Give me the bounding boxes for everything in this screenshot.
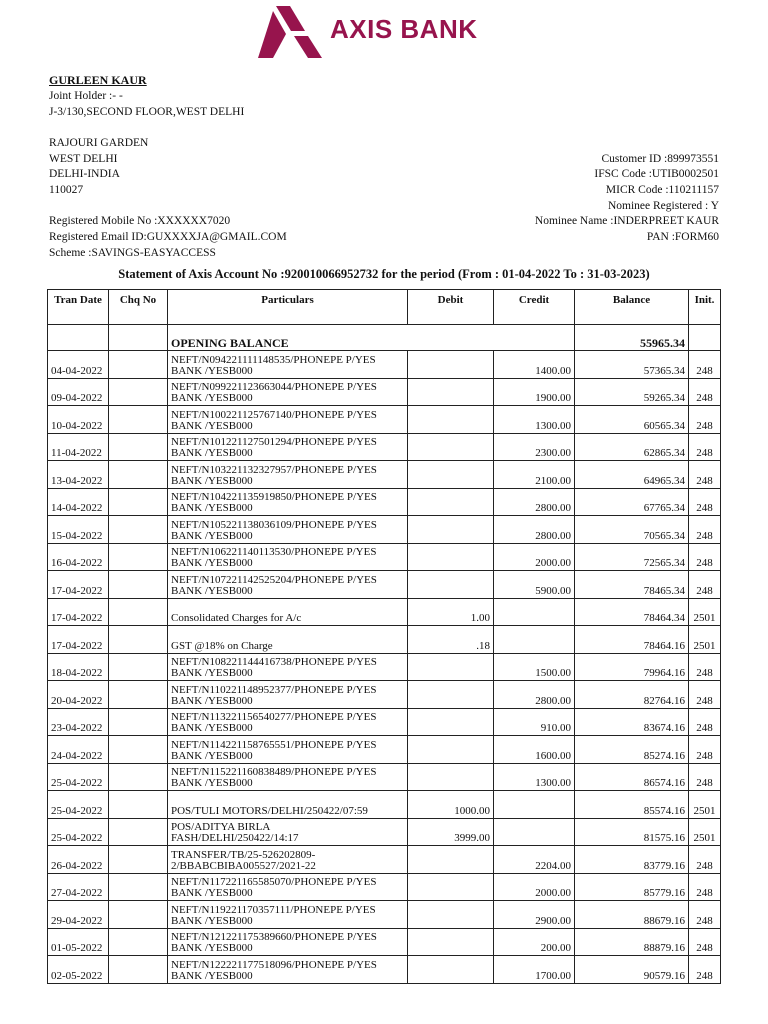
bank-name: AXIS BANK	[330, 14, 478, 44]
cell-init-br: 2501	[689, 818, 721, 846]
cell-debit	[408, 406, 494, 434]
table-row	[48, 846, 721, 874]
cell-balance: 67765.34	[575, 488, 689, 516]
particulars-line-2: BANK /YESB000	[171, 474, 253, 487]
cell-balance: 86574.16	[575, 763, 689, 791]
cell-particulars	[168, 461, 408, 489]
cell-debit	[408, 653, 494, 681]
header-credit: Credit	[494, 290, 575, 325]
cell-particulars	[168, 378, 408, 406]
address-line-1: J-3/130,SECOND FLOOR,WEST DELHI	[49, 106, 245, 118]
cell-balance: 60565.34	[575, 406, 689, 434]
particulars-line-1: POS/ADITYA BIRLA	[171, 821, 271, 833]
particulars-line-2: BANK /YESB000	[171, 584, 253, 597]
particulars-line-1: NEFT/N104221135919850/PHONEPE P/YES	[171, 491, 377, 503]
particulars-line-2: BANK /YESB000	[171, 694, 253, 707]
cell-debit: 3999.00	[408, 818, 494, 846]
header-init: Init.	[694, 294, 715, 306]
cell-chq-no	[109, 653, 168, 681]
cell-init-br: 248	[689, 681, 721, 709]
cell-init-br: 248	[689, 928, 721, 956]
cell-tran-date: 25-04-2022	[48, 791, 109, 819]
cell-credit	[494, 818, 575, 846]
cell-debit	[408, 928, 494, 956]
particulars-line-2: BANK /YESB000	[171, 557, 253, 569]
cell-debit	[408, 873, 494, 901]
cell-particulars	[168, 406, 408, 434]
cell-init-br: 248	[689, 543, 721, 571]
cell-debit	[408, 488, 494, 516]
cell-chq-no	[109, 461, 168, 489]
particulars-line-2: BANK /YESB000	[171, 667, 253, 679]
cell-chq-no	[109, 901, 168, 929]
particulars-line-1: NEFT/N113221156540277/PHONEPE P/YES	[171, 711, 377, 723]
cell-balance: 62865.34	[575, 433, 689, 461]
cell-chq-no	[109, 708, 168, 736]
cell-credit: 2000.00	[494, 543, 575, 571]
cell-debit	[408, 543, 494, 571]
account-scheme: Scheme :SAVINGS-EASYACCESS	[49, 247, 216, 259]
table-row	[48, 901, 721, 929]
cell-particulars	[168, 901, 408, 929]
cell-chq-no	[109, 791, 168, 819]
statement-title: Statement of Axis Account No :920010066952732 for the period (From : 01-04-2022 To : 31-03-2023)	[118, 267, 650, 281]
particulars-line-1: NEFT/N121221175389660/PHONEPE P/YES	[171, 931, 377, 943]
cell-balance: 57365.34	[575, 351, 689, 379]
cell-tran-date: 02-05-2022	[48, 956, 109, 984]
particulars-line-2: FASH/DELHI/250422/14:17	[171, 832, 299, 844]
cell-particulars	[168, 653, 408, 681]
header-balance: Balance	[575, 290, 689, 325]
cell-particulars	[168, 681, 408, 709]
particulars-line-2: BANK /YESB000	[171, 364, 253, 377]
header-init-br	[689, 290, 721, 325]
cell-init-br: 248	[689, 516, 721, 544]
cell-chq-no	[109, 818, 168, 846]
cell-particulars	[168, 928, 408, 956]
cell-particulars	[168, 873, 408, 901]
cell-particulars	[168, 516, 408, 544]
particulars-line-2: BANK /YESB000	[171, 749, 253, 762]
nominee-name: Nominee Name :INDERPREET KAUR	[534, 215, 719, 227]
particulars-line-1: NEFT/N106221140113530/PHONEPE P/YES	[171, 546, 377, 558]
cell-init-br: 2501	[689, 598, 721, 626]
cell-tran-date: 17-04-2022	[48, 571, 109, 599]
joint-holder: Joint Holder :- -	[49, 90, 123, 102]
cell-chq-no	[109, 846, 168, 874]
header-particulars: Particulars	[168, 290, 408, 325]
cell-particulars	[168, 763, 408, 791]
particulars-line-1: NEFT/N094221111148535/PHONEPE P/YES	[171, 353, 376, 366]
cell-particulars	[168, 351, 408, 379]
cell-init-br: 248	[689, 433, 721, 461]
cell-particulars	[168, 708, 408, 736]
cell-credit	[494, 626, 575, 654]
table-row	[48, 598, 721, 626]
cell-credit: 1300.00	[494, 763, 575, 791]
cell-chq-no	[109, 598, 168, 626]
cell-particulars	[168, 626, 408, 654]
cell-credit: 2000.00	[494, 873, 575, 901]
cell-init-br: 248	[689, 571, 721, 599]
table-header-row	[48, 290, 721, 325]
cell-init-br: 248	[689, 763, 721, 791]
cell-particulars	[168, 736, 408, 764]
cell-debit	[408, 351, 494, 379]
cell-credit: 2800.00	[494, 681, 575, 709]
cell-credit: 200.00	[494, 928, 575, 956]
cell-chq-no	[109, 378, 168, 406]
opening-balance-value: 55965.34	[575, 325, 689, 351]
cell-debit	[408, 516, 494, 544]
cell-balance: 81575.16	[575, 818, 689, 846]
cell-init-br: 2501	[689, 626, 721, 654]
cell-credit: 2300.00	[494, 433, 575, 461]
particulars-line-2: 2/BBABCBIBA005527/2021-22	[171, 859, 316, 872]
table-row	[48, 516, 721, 544]
cell-debit: .18	[408, 626, 494, 654]
particulars-line-1: NEFT/N103221132327957/PHONEPE P/YES	[171, 463, 377, 476]
table-row	[48, 873, 721, 901]
cell-particulars	[168, 598, 408, 626]
particulars-line-1: Consolidated Charges for A/c	[171, 612, 302, 624]
table-row	[48, 433, 721, 461]
cell-debit	[408, 708, 494, 736]
cell-tran-date: 13-04-2022	[48, 461, 109, 489]
cell-tran-date: 01-05-2022	[48, 928, 109, 956]
cell-init-br: 248	[689, 846, 721, 874]
cell-chq-no	[109, 736, 168, 764]
cell-credit: 1400.00	[494, 351, 575, 379]
axis-bank-logo	[258, 4, 498, 58]
particulars-line-2: BANK /YESB000	[171, 529, 253, 542]
particulars-line-1: NEFT/N117221165585070/PHONEPE P/YES	[171, 876, 377, 888]
micr-code: MICR Code :110211157	[605, 184, 719, 196]
cell-particulars	[168, 956, 408, 984]
cell-credit: 5900.00	[494, 571, 575, 599]
cell-credit: 2204.00	[494, 846, 575, 874]
table-row	[48, 461, 721, 489]
axis-bank-logo-mark-icon	[258, 6, 322, 58]
cell-chq-no	[109, 516, 168, 544]
cell-balance: 78464.16	[575, 626, 689, 654]
address-line-4: DELHI-INDIA	[49, 168, 120, 180]
cell-tran-date: 04-04-2022	[48, 351, 109, 379]
table-row	[48, 708, 721, 736]
particulars-line-1: NEFT/N114221158765551/PHONEPE P/YES	[171, 738, 377, 751]
cell-balance: 72565.34	[575, 543, 689, 571]
cell-credit	[494, 598, 575, 626]
cell-chq-no	[109, 543, 168, 571]
cell-chq-no	[109, 571, 168, 599]
opening-balance-row	[48, 325, 721, 351]
cell-chq-no	[109, 956, 168, 984]
customer-id: Customer ID :899973551	[601, 153, 719, 165]
cell-balance: 64965.34	[575, 461, 689, 489]
cell-init-br: 248	[689, 708, 721, 736]
address-line-3: WEST DELHI	[49, 153, 118, 165]
table-row	[48, 543, 721, 571]
cell-debit: 1.00	[408, 598, 494, 626]
cell-debit	[408, 433, 494, 461]
particulars-line-1: NEFT/N099221123663044/PHONEPE P/YES	[171, 381, 377, 393]
cell-debit	[408, 461, 494, 489]
cell-tran-date: 23-04-2022	[48, 708, 109, 736]
table-row	[48, 406, 721, 434]
cell-credit: 2100.00	[494, 461, 575, 489]
cell-init-br: 248	[689, 956, 721, 984]
table-row	[48, 626, 721, 654]
particulars-line-1: NEFT/N105221138036109/PHONEPE P/YES	[171, 518, 377, 531]
cell-tran-date: 17-04-2022	[48, 598, 109, 626]
cell-particulars	[168, 433, 408, 461]
particulars-line-2: BANK /YESB000	[171, 447, 253, 459]
cell-particulars	[168, 543, 408, 571]
cell-credit: 1300.00	[494, 406, 575, 434]
cell-balance: 88679.16	[575, 901, 689, 929]
particulars-line-2: BANK /YESB000	[171, 887, 253, 899]
particulars-line-2: BANK /YESB000	[171, 914, 253, 927]
table-row	[48, 736, 721, 764]
cell-chq-no	[109, 406, 168, 434]
cell-credit: 2900.00	[494, 901, 575, 929]
cell-credit: 1900.00	[494, 378, 575, 406]
cell-init-br: 2501	[689, 791, 721, 819]
cell-init-br: 248	[689, 736, 721, 764]
registered-email: Registered Email ID:GUXXXXJA@GMAIL.COM	[49, 231, 287, 243]
particulars-line-2: BANK /YESB000	[171, 392, 253, 404]
cell-tran-date: 15-04-2022	[48, 516, 109, 544]
cell-chq-no	[109, 873, 168, 901]
cell-tran-date: 29-04-2022	[48, 901, 109, 929]
cell-balance: 70565.34	[575, 516, 689, 544]
cell-chq-no	[109, 763, 168, 791]
cell-tran-date: 26-04-2022	[48, 846, 109, 874]
cell-balance: 85274.16	[575, 736, 689, 764]
header-debit: Debit	[408, 290, 494, 325]
cell-particulars	[168, 818, 408, 846]
cell-debit	[408, 763, 494, 791]
cell-init-br: 248	[689, 873, 721, 901]
cell-credit: 1700.00	[494, 956, 575, 984]
ifsc-code: IFSC Code :UTIB0002501	[594, 168, 719, 180]
cell-tran-date: 14-04-2022	[48, 488, 109, 516]
cell-balance: 79964.16	[575, 653, 689, 681]
table-row	[48, 681, 721, 709]
particulars-line-2: BANK /YESB000	[171, 777, 253, 789]
cell-balance: 82764.16	[575, 681, 689, 709]
table-row	[48, 791, 721, 819]
table-row	[48, 571, 721, 599]
cell-tran-date: 18-04-2022	[48, 653, 109, 681]
cell-particulars	[168, 488, 408, 516]
table-row	[48, 763, 721, 791]
particulars-line-1: NEFT/N115221160838489/PHONEPE P/YES	[171, 766, 377, 778]
particulars-line-2: BANK /YESB000	[171, 969, 253, 982]
table-row	[48, 653, 721, 681]
table-row	[48, 378, 721, 406]
cell-debit	[408, 736, 494, 764]
cell-debit: 1000.00	[408, 791, 494, 819]
cell-debit	[408, 846, 494, 874]
cell-tran-date: 10-04-2022	[48, 406, 109, 434]
registered-mobile: Registered Mobile No :XXXXXX7020	[49, 215, 231, 227]
opening-balance-label: OPENING BALANCE	[168, 325, 575, 351]
cell-balance: 83674.16	[575, 708, 689, 736]
cell-chq-no	[109, 928, 168, 956]
particulars-line-2: BANK /YESB000	[171, 722, 253, 734]
cell-tran-date: 24-04-2022	[48, 736, 109, 764]
cell-tran-date: 25-04-2022	[48, 763, 109, 791]
cell-init-br: 248	[689, 351, 721, 379]
customer-name: GURLEEN KAUR	[49, 73, 147, 87]
cell-chq-no	[109, 626, 168, 654]
cell-tran-date: 17-04-2022	[48, 626, 109, 654]
cell-balance: 59265.34	[575, 378, 689, 406]
header-tran-date: Tran Date	[48, 290, 109, 325]
cell-balance: 85574.16	[575, 791, 689, 819]
table-row	[48, 956, 721, 984]
cell-debit	[408, 956, 494, 984]
cell-credit: 1500.00	[494, 653, 575, 681]
cell-credit: 910.00	[494, 708, 575, 736]
cell-balance: 88879.16	[575, 928, 689, 956]
cell-credit	[494, 791, 575, 819]
cell-debit	[408, 378, 494, 406]
particulars-line-1: POS/TULI MOTORS/DELHI/250422/07:59	[171, 804, 368, 817]
particulars-line-1: NEFT/N108221144416738/PHONEPE P/YES	[171, 656, 377, 668]
cell-tran-date: 16-04-2022	[48, 543, 109, 571]
cell-init-br: 248	[689, 901, 721, 929]
particulars-line-2: BANK /YESB000	[171, 419, 253, 432]
cell-tran-date: 09-04-2022	[48, 378, 109, 406]
cell-init-br: 248	[689, 461, 721, 489]
cell-chq-no	[109, 681, 168, 709]
particulars-line-1: GST @18% on Charge	[171, 639, 273, 652]
cell-balance: 85779.16	[575, 873, 689, 901]
header-chq-no: Chq No	[109, 290, 168, 325]
particulars-line-1: NEFT/N110221148952377/PHONEPE P/YES	[171, 683, 377, 696]
cell-balance: 83779.16	[575, 846, 689, 874]
particulars-line-1: NEFT/N100221125767140/PHONEPE P/YES	[171, 408, 377, 421]
cell-balance: 78465.34	[575, 571, 689, 599]
particulars-line-1: NEFT/N122221177518096/PHONEPE P/YES	[171, 958, 377, 971]
table-row	[48, 351, 721, 379]
cell-debit	[408, 681, 494, 709]
cell-credit: 1600.00	[494, 736, 575, 764]
cell-tran-date: 11-04-2022	[48, 433, 109, 461]
particulars-line-2: BANK /YESB000	[171, 502, 253, 514]
pan: PAN :FORM60	[646, 231, 719, 243]
cell-particulars	[168, 846, 408, 874]
table-row	[48, 928, 721, 956]
nominee-registered: Nominee Registered : Y	[607, 200, 719, 212]
cell-tran-date: 27-04-2022	[48, 873, 109, 901]
particulars-line-2: BANK /YESB000	[171, 942, 253, 954]
cell-balance: 78464.34	[575, 598, 689, 626]
cell-balance: 90579.16	[575, 956, 689, 984]
cell-credit: 2800.00	[494, 516, 575, 544]
cell-particulars	[168, 791, 408, 819]
cell-debit	[408, 571, 494, 599]
table-row	[48, 818, 721, 846]
cell-init-br: 248	[689, 653, 721, 681]
cell-credit: 2800.00	[494, 488, 575, 516]
cell-chq-no	[109, 351, 168, 379]
cell-init-br: 248	[689, 378, 721, 406]
cell-debit	[408, 901, 494, 929]
cell-init-br: 248	[689, 406, 721, 434]
table-row	[48, 488, 721, 516]
cell-particulars	[168, 571, 408, 599]
cell-tran-date: 20-04-2022	[48, 681, 109, 709]
particulars-line-1: NEFT/N101221127501294/PHONEPE P/YES	[171, 436, 377, 448]
address-pincode: 110027	[49, 184, 84, 196]
cell-init-br: 248	[689, 488, 721, 516]
cell-chq-no	[109, 433, 168, 461]
transactions-table	[47, 289, 721, 984]
cell-tran-date: 25-04-2022	[48, 818, 109, 846]
particulars-line-1: NEFT/N119221170357111/PHONEPE P/YES	[171, 903, 376, 916]
cell-chq-no	[109, 488, 168, 516]
particulars-line-1: TRANSFER/TB/25-526202809-	[171, 848, 316, 861]
address-line-2: RAJOURI GARDEN	[49, 137, 149, 149]
particulars-line-1: NEFT/N107221142525204/PHONEPE P/YES	[171, 573, 377, 586]
